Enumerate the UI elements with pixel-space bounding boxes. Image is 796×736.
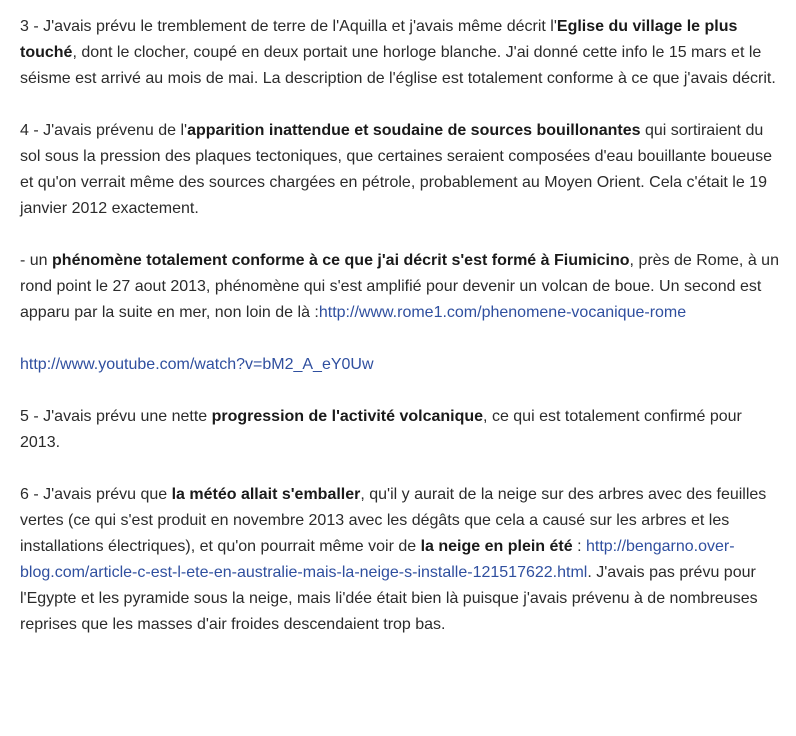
paragraph-4-boiling-springs bbox=[20, 118, 780, 222]
rome1-link[interactable]: http://www.rome1.com/phenomene-vocanique-rome bbox=[318, 304, 687, 321]
paragraph-youtube bbox=[20, 352, 780, 378]
bold-summer-snow: la neige en plein été bbox=[420, 538, 573, 555]
text-segment: , qu'il y aurait de la neige sur des arbres avec des feuilles vertes (ce qui s'est produit en novembre 2013 avec les dégâts que cela a causé sur les arbres et les installations électriques), et qu'on pourrait même voir de bbox=[20, 486, 767, 555]
bold-fiumicino-phenomenon: phénomène totalement conforme à ce que j'ai décrit s'est formé à Fiumicino bbox=[52, 252, 630, 269]
bold-volcanic-progression: progression de l'activité volcanique bbox=[211, 408, 484, 425]
text-segment: 6 - J'avais prévu que bbox=[20, 486, 172, 503]
text-segment: qui sortiraient du sol sous la pression des plaques tectoniques, que certaines seraient composées d'eau bouillante boueuse et qu'on verrait même des sources chargées en pétrole, probablement au Moyen Orient. Cela c'était le 19 janvier 2012 exactement. bbox=[20, 122, 772, 217]
bold-boiling-springs: apparition inattendue et soudaine de sources bouillonantes bbox=[187, 122, 641, 139]
text-segment: . J'avais pas prévu pour l'Egypte et les pyramide sous la neige, mais li'dée était bien là puisque j'avais prévenu à de nombreuses reprises que les masses d'air froides descendaient trop bas. bbox=[20, 564, 758, 633]
youtube-link[interactable]: http://www.youtube.com/watch?v=bM2_A_eY0Uw bbox=[20, 356, 374, 373]
text-segment: 3 - J'avais prévu le tremblement de terre de l'Aquilla et j'avais même décrit l' bbox=[20, 18, 557, 35]
paragraph-fiumicino bbox=[20, 248, 780, 326]
text-segment: 4 - J'avais prévenu de l' bbox=[20, 122, 188, 139]
bold-weather-runaway: la météo allait s'emballer bbox=[171, 486, 361, 503]
bengarno-blog-link[interactable]: http://bengarno.over-blog.com/article-c-est-l-ete-en-australie-mais-la-neige-s-installe-121517622.html bbox=[20, 538, 735, 581]
text-segment: , ce qui est totalement confirmé pour 2013. bbox=[20, 408, 742, 451]
paragraph-5-volcanic-activity bbox=[20, 404, 780, 456]
text-segment: , près de Rome, à un rond point le 27 aout 2013, phénomène qui s'est amplifié pour devenir un volcan de boue. Un second est apparu par la suite en mer, non loin de là : bbox=[20, 252, 779, 321]
text-segment: , dont le clocher, coupé en deux portait une horloge blanche. J'ai donné cette info le 15 mars et le séisme est arrivé au mois de mai. La description de l'église est totalement conforme à ce que j'avais décrit. bbox=[20, 44, 776, 87]
paragraph-6-weather bbox=[20, 482, 780, 638]
bold-church-village: Eglise du village le plus touché bbox=[20, 18, 738, 61]
text-segment: : bbox=[572, 538, 586, 555]
paragraph-3-aquila-earthquake bbox=[20, 14, 780, 92]
text-segment: 5 - J'avais prévu une nette bbox=[20, 408, 212, 425]
text-segment: - un bbox=[20, 252, 53, 269]
article-body bbox=[20, 14, 780, 638]
